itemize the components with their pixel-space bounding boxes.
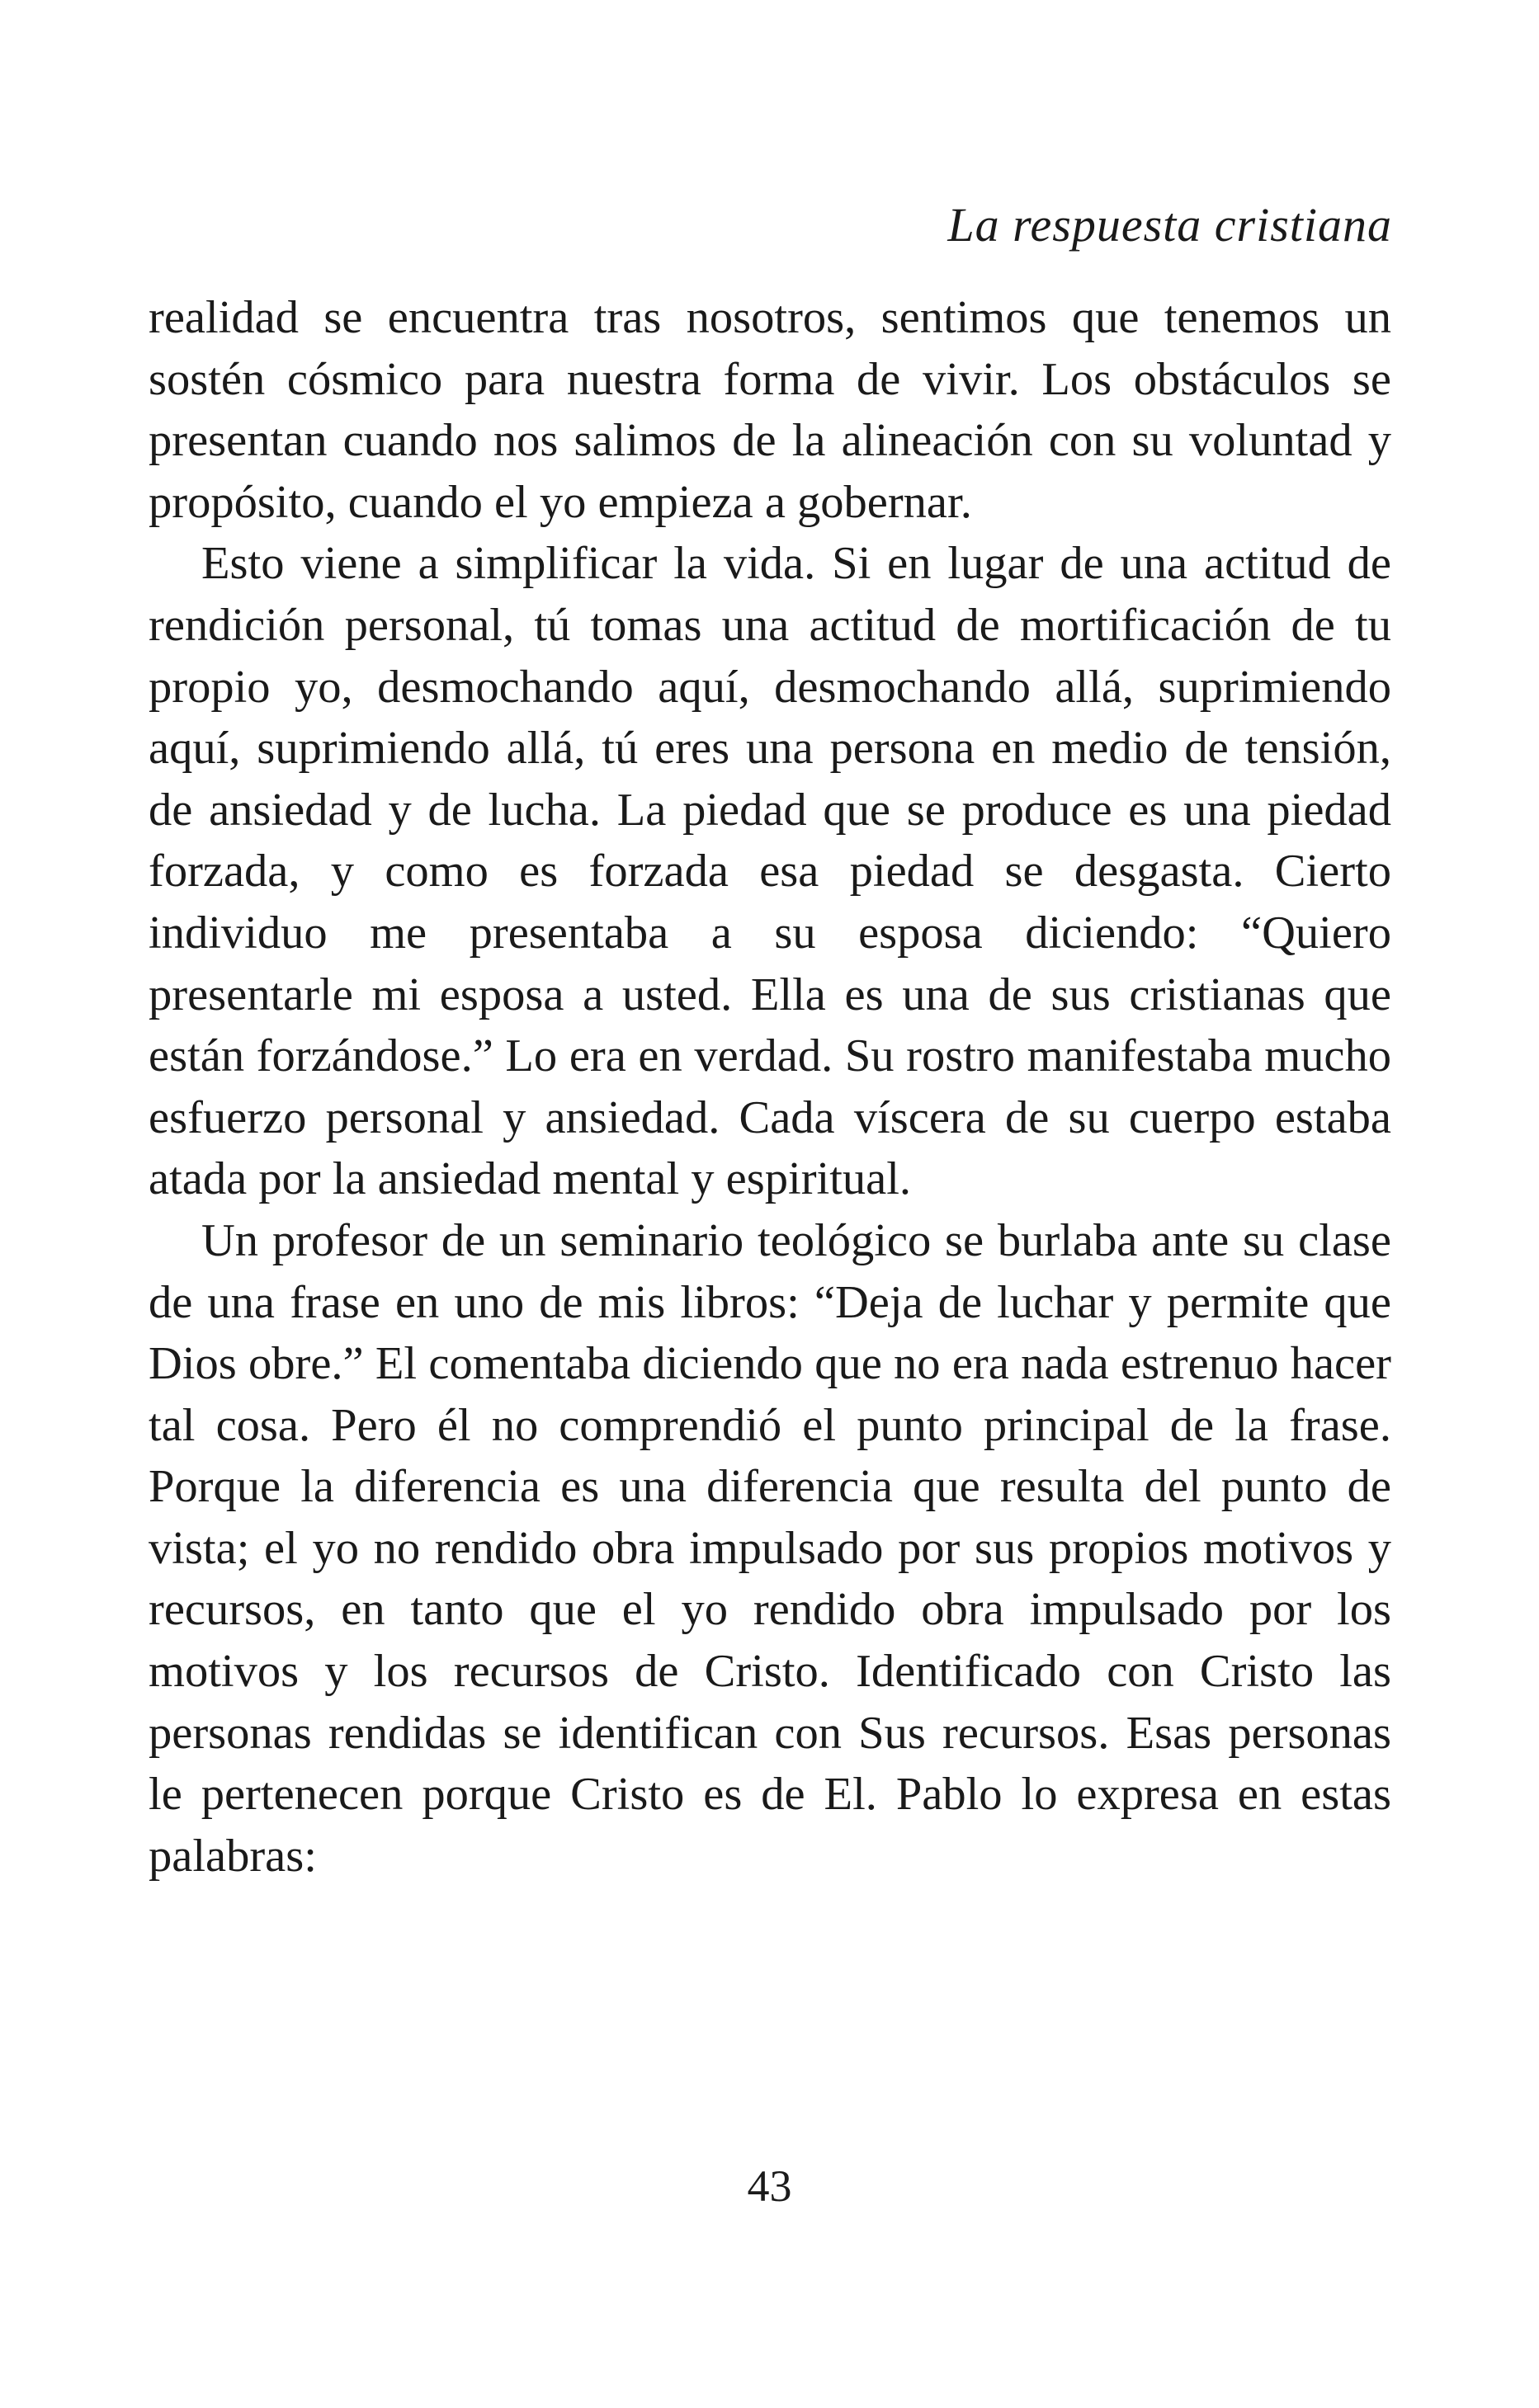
- paragraph-continuation: realidad se encuentra tras nosotros, sentimos que tenemos un sostén cósmico para nuestra forma de vivir. Los obstáculos se presentan cuando nos salimos de la alineación con su voluntad y propósito, cuando el yo empieza a gobernar.: [149, 292, 1391, 528]
- body-text: [149, 287, 1391, 1887]
- paragraph-profesor: Un profesor de un seminario teológico se burlaba ante su clase de una frase en uno de mis libros: “Deja de luchar y permite que Dios obre.” El comentaba diciendo que no era nada estrenuo hacer tal cosa. Pero él no comprendió el punto principal de la frase. Porque la diferencia es una diferencia que resulta del punto de vista; el yo no rendido obra impulsado por sus propios motivos y recursos, en tanto que el yo rendido obra impulsado por los motivos y los recursos de Cristo. Identificado con Cristo las personas rendidas se identifican con Sus recursos. Esas personas le pertenecen porque Cristo es de El. Pablo lo expresa en estas palabras:: [149, 1214, 1391, 1882]
- page-number: 43: [747, 2161, 792, 2211]
- running-header-title: La respuesta cristiana: [947, 198, 1392, 252]
- paragraph-simplificar: Esto viene a simplificar la vida. Si en lugar de una actitud de rendición personal, tú tomas una actitud de mortificación de tu propio yo, desmochando aquí, desmochando allá, suprimiendo aquí, suprimiendo allá, tú eres una persona en medio de tensión, de ansiedad y de lucha. La piedad que se produce es una piedad forzada, y como es forzada esa piedad se desgasta. Cierto individuo me presentaba a su esposa diciendo: “Quiero presentarle mi esposa a usted. Ella es una de sus cristianas que están forzándose.” Lo era en verdad. Su rostro manifestaba mucho esfuerzo personal y ansiedad. Cada víscera de su cuerpo estaba atada por la ansiedad mental y espiritual.: [149, 538, 1391, 1205]
